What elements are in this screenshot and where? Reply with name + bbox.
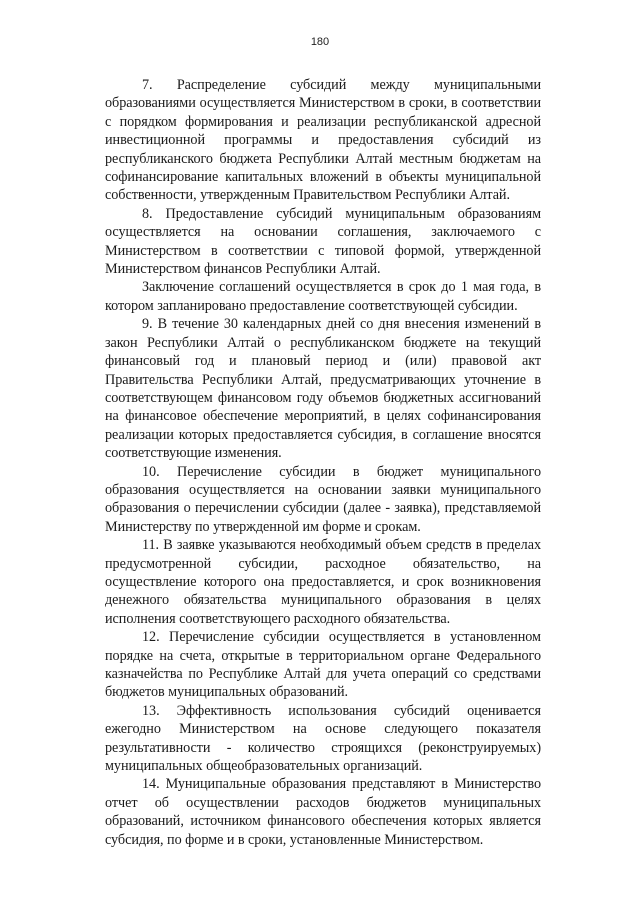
- page-number: 180: [310, 36, 330, 48]
- paragraph-8-agreement-deadline: Заключение соглашений осуществляется в срок до 1 мая года, в котором запланировано предоставление соответствующей субсидии.: [105, 279, 541, 314]
- document-body: [105, 76, 541, 849]
- paragraph-7: 7. Распределение субсидий между муниципальными образованиями осуществляется Министерством в сроки, в соответствии с порядком формирования и реализации республиканской адресной инвестиционной программы и предоставления субсидий из республиканского бюджета Республики Алтай местным бюджетам на софинансирование капитальных вложений в объекты муниципальной собственности, утвержденным Правительством Республики Алтай.: [105, 77, 541, 204]
- paragraph-10: 10. Перечисление субсидии в бюджет муниципального образования осуществляется на основании заявки муниципального образования о перечислении субсидии (далее - заявка), представляемой Министерству по утвержденной им форме и срокам.: [105, 463, 541, 535]
- paragraph-8: 8. Предоставление субсидий муниципальным образованиям осуществляется на основании соглашения, заключаемого с Министерством в соответствии с типовой формой, утвержденной Министерством финансов Республики Алтай.: [105, 205, 541, 278]
- paragraph-14: 14. Муниципальные образования представляют в Министерство отчет об осуществлении расходов бюджетов муниципальных образований, источником финансового обеспечения которых является субсидия, по форме и в сроки, установленные Министерством.: [105, 776, 541, 848]
- paragraph-12: 12. Перечисление субсидии осуществляется в установленном порядке на счета, открытые в территориальном органе Федерального казначейства по Республике Алтай для учета операций со средствами бюджетов муниципальных образований.: [105, 629, 541, 701]
- paragraph-13: 13. Эффективность использования субсидий оценивается ежегодно Министерством на основе следующего показателя результативности - количество строящихся (реконструируемых) муниципальных общеобразовательных организаций.: [105, 702, 541, 775]
- paragraph-9: 9. В течение 30 календарных дней со дня внесения изменений в закон Республики Алтай о республиканском бюджете на текущий финансовый год и плановый период и (или) правовой акт Правительства Республики Алтай, предусматривающих уточнение в соответствующем финансовом году объемов бюджетных ассигнований на финансовое обеспечение мероприятий, в целях софинансирования реализации которых предоставляется субсидия, в соглашение вносятся соответствующие изменения.: [105, 316, 541, 462]
- paragraph-11: 11. В заявке указываются необходимый объем средств в пределах предусмотренной субсидии, расходное обязательство, на осуществление которого она предоставляется, и срок возникновения денежного обязательства муниципального образования в целях исполнения соответствующего расходного обязательства.: [105, 537, 541, 627]
